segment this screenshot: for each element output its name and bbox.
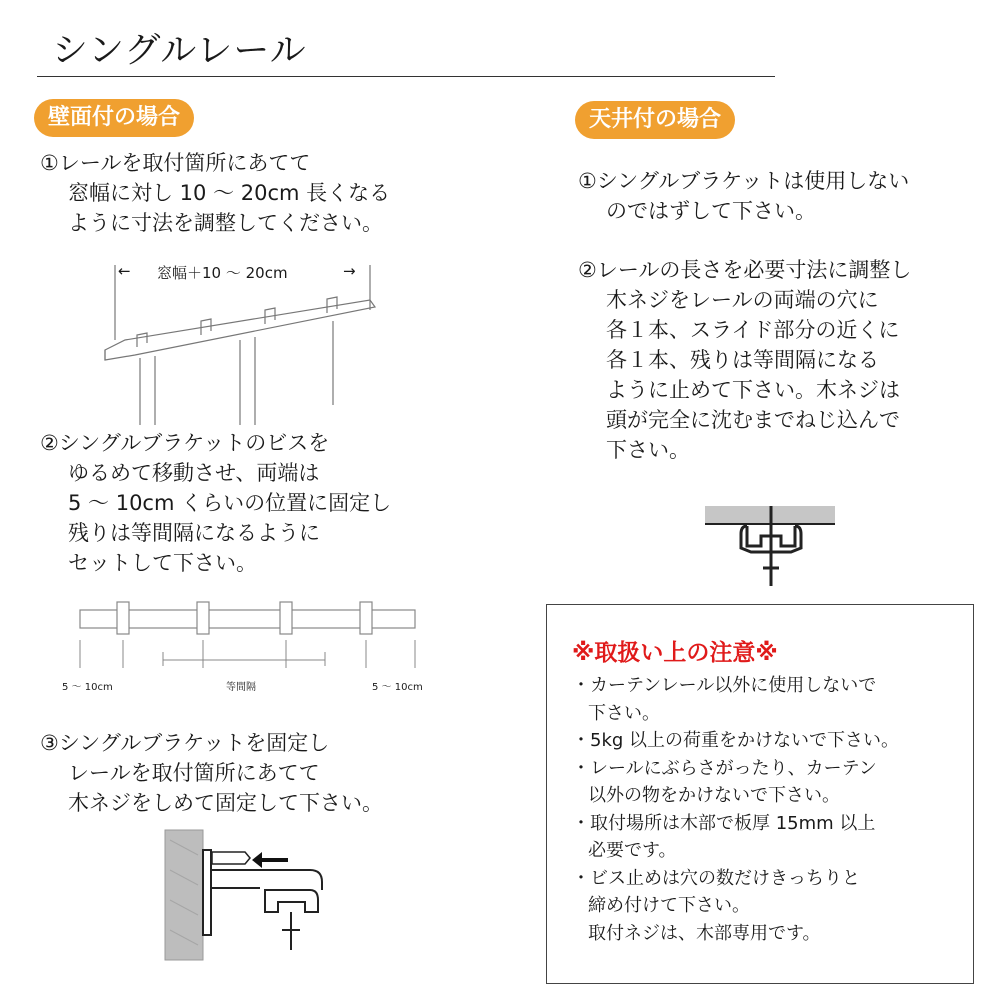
wall-step-3-line: 木ネジをしめて固定して下さい。 bbox=[68, 791, 383, 815]
wall-step-1-line: ように寸法を調整してください。 bbox=[68, 211, 383, 235]
caution-line: 必要です。 bbox=[588, 840, 677, 861]
ceiling-step-2-line: 下さい。 bbox=[606, 438, 690, 462]
ceiling-step-2-line: ②レールの長さを必要寸法に調整し bbox=[578, 258, 912, 282]
caution-line: 締め付けて下さい。 bbox=[588, 895, 750, 916]
wall-step-1 bbox=[40, 148, 390, 238]
ceiling-step-2-line: ように止めて下さい。木ネジは bbox=[606, 378, 900, 402]
wall-step-3-line: レールを取付箇所にあてて bbox=[68, 761, 320, 785]
ceiling-step-2-line: 木ネジをレールの両端の穴に bbox=[606, 288, 879, 312]
caution-line: 以外の物をかけないで下さい。 bbox=[588, 785, 840, 806]
spacing-label-middle: 等間隔 bbox=[226, 682, 256, 693]
dimension-label: 窓幅＋10 ～ 20cm bbox=[157, 264, 288, 282]
caution-line: 取付ネジは、木部専用です。 bbox=[588, 922, 821, 944]
wall-step-2 bbox=[40, 428, 391, 578]
ceiling-step-2-line: 頭が完全に沈むまでねじ込んで bbox=[606, 408, 900, 432]
wall-step-2-line: 5 ～ 10cm くらいの位置に固定し bbox=[68, 491, 392, 515]
ceiling-step-2-line: 各１本、残りは等間隔になる bbox=[606, 348, 879, 372]
wall-mount-badge: 壁面付の場合 bbox=[34, 99, 194, 137]
caution-line: ・取付場所は木部で板厚 15mm 以上 bbox=[572, 812, 876, 834]
ceiling-step-1-line: のではずして下さい。 bbox=[606, 199, 816, 223]
ceiling-step-2 bbox=[578, 255, 911, 465]
wall-step-2-line: セットして下さい。 bbox=[68, 551, 257, 575]
spacing-label-right: 5 ～ 10cm bbox=[372, 682, 423, 693]
wall-step-3 bbox=[40, 728, 383, 818]
caution-line: ・5kg 以上の荷重をかけないで下さい。 bbox=[572, 730, 900, 751]
title-divider bbox=[37, 76, 775, 77]
wall-step-2-line: ゆるめて移動させ、両端は bbox=[68, 461, 320, 485]
caution-title: ※取扱い上の注意※ bbox=[572, 640, 778, 666]
ceiling-mount-badge: 天井付の場合 bbox=[575, 101, 735, 139]
wall-step-2-line: ②シングルブラケットのビスを bbox=[40, 431, 330, 455]
ceiling-step-2-line: 各１本、スライド部分の近くに bbox=[606, 318, 900, 342]
spacing-label-left: 5 ～ 10cm bbox=[62, 682, 113, 693]
page-title: シングルレール bbox=[52, 30, 307, 71]
rail-window-illustration bbox=[95, 255, 385, 425]
ceiling-step-1-line: ①シングルブラケットは使用しない bbox=[578, 169, 910, 193]
caution-line: 下さい。 bbox=[588, 702, 660, 724]
caution-list bbox=[572, 672, 899, 947]
caution-line: ・ビス止めは穴の数だけきっちりと bbox=[572, 867, 860, 889]
wall-step-1-line: 窓幅に対し 10 ～ 20cm 長くなる bbox=[68, 181, 391, 205]
caution-line: ・レールにぶらさがったり、カーテン bbox=[572, 757, 877, 779]
dimension-arrow-right: → bbox=[343, 262, 356, 280]
caution-line: ・カーテンレール以外に使用しないで bbox=[572, 675, 877, 696]
wall-step-1-line: ①レールを取付箇所にあてて bbox=[40, 151, 311, 175]
dimension-arrow-left: ← bbox=[118, 262, 131, 280]
wall-step-3-line: ③シングルブラケットを固定し bbox=[40, 731, 330, 755]
bracket-spacing-illustration bbox=[75, 600, 420, 675]
ceiling-step-1 bbox=[578, 166, 909, 226]
wall-bracket-illustration bbox=[160, 830, 335, 965]
wall-step-2-line: 残りは等間隔になるように bbox=[68, 521, 320, 545]
ceiling-rail-illustration bbox=[705, 488, 835, 593]
